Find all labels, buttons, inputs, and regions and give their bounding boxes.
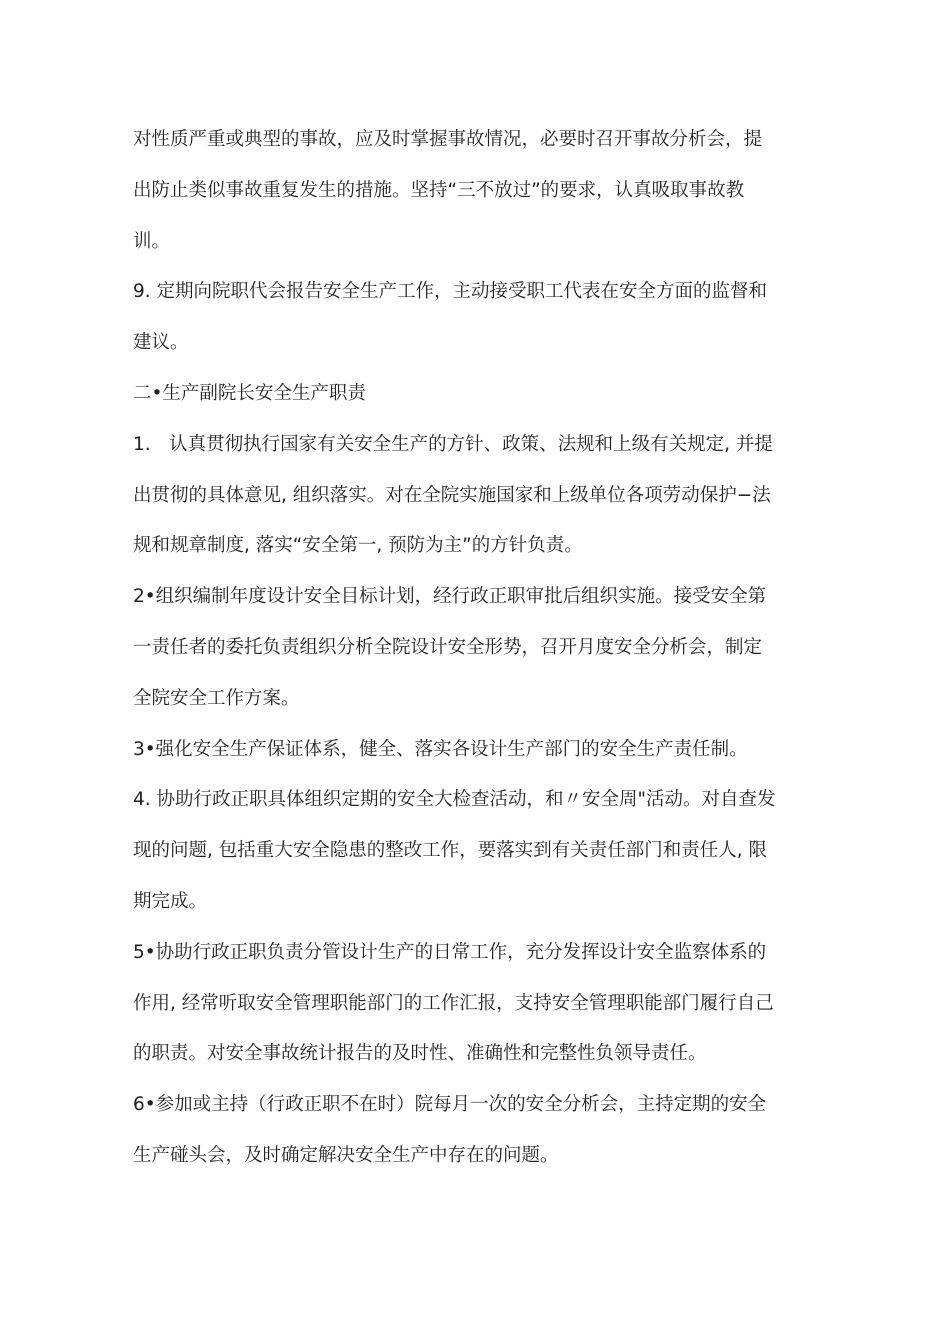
text-line: 的职责。对安全事故统计报告的及时性、准确性和完整性负领导责任。 <box>133 1043 707 1065</box>
text-line: 1. 认真贯彻执行国家有关安全生产的方针、政策、法规和上级有关规定, 并提 <box>133 433 773 455</box>
text-line: 作用, 经常听取安全管理职能部门的工作汇报，支持安全管理职能部门履行自己 <box>133 992 774 1014</box>
text-line: 期完成。 <box>133 890 208 912</box>
text-line: 2•组织编制年度设计安全目标计划，经行政正职审批后组织实施。接受安全第 <box>133 586 767 608</box>
text-line: 9. 定期向院职代会报告安全生产工作，主动接受职工代表在安全方面的监督和 <box>133 281 768 303</box>
text-line: 一责任者的委托负责组织分析全院设计安全形势，召开月度安全分析会，制定 <box>133 636 763 658</box>
text-line: 规和规章制度, 落实“安全第一, 预防为主”的方针负责。 <box>133 535 583 557</box>
text-line: 对性质严重或典型的事故，应及时掌握事故情况，必要时召开事故分析会，提 <box>133 129 763 150</box>
section-heading: 二•生产副院长安全生产职责 <box>133 382 366 404</box>
document-body <box>133 121 805 1188</box>
text-line: 6•参加或主持（行政正职不在时）院每月一次的安全分析会，主持定期的安全 <box>133 1094 767 1116</box>
text-line: 5•协助行政正职负责分管设计生产的日常工作，充分发挥设计安全监察体系的 <box>133 941 767 963</box>
text-line: 建议。 <box>133 332 189 354</box>
text-line: 生产碰头会，及时确定解决安全生产中存在的问题。 <box>133 1144 559 1166</box>
text-line: 出贯彻的具体意见, 组织落实。对在全院实施国家和上级单位各项劳动保护−法 <box>133 484 771 506</box>
text-line: 出防止类似事故重复发生的措施。坚持“三不放过”的要求，认真吸取事故教 <box>133 179 745 201</box>
text-line: 全院安全工作方案。 <box>133 687 300 709</box>
text-line: 训。 <box>133 230 171 252</box>
text-line: 现的问题, 包括重大安全隐患的整改工作，要落实到有关责任部门和责任人, 限 <box>133 840 768 862</box>
text-line: 4. 协助行政正职具体组织定期的安全大检查活动，和〃安全周"活动。对自查发 <box>133 789 776 811</box>
text-line: 3•强化安全生产保证体系，健全、落实各设计生产部门的安全生产责任制。 <box>133 738 748 760</box>
